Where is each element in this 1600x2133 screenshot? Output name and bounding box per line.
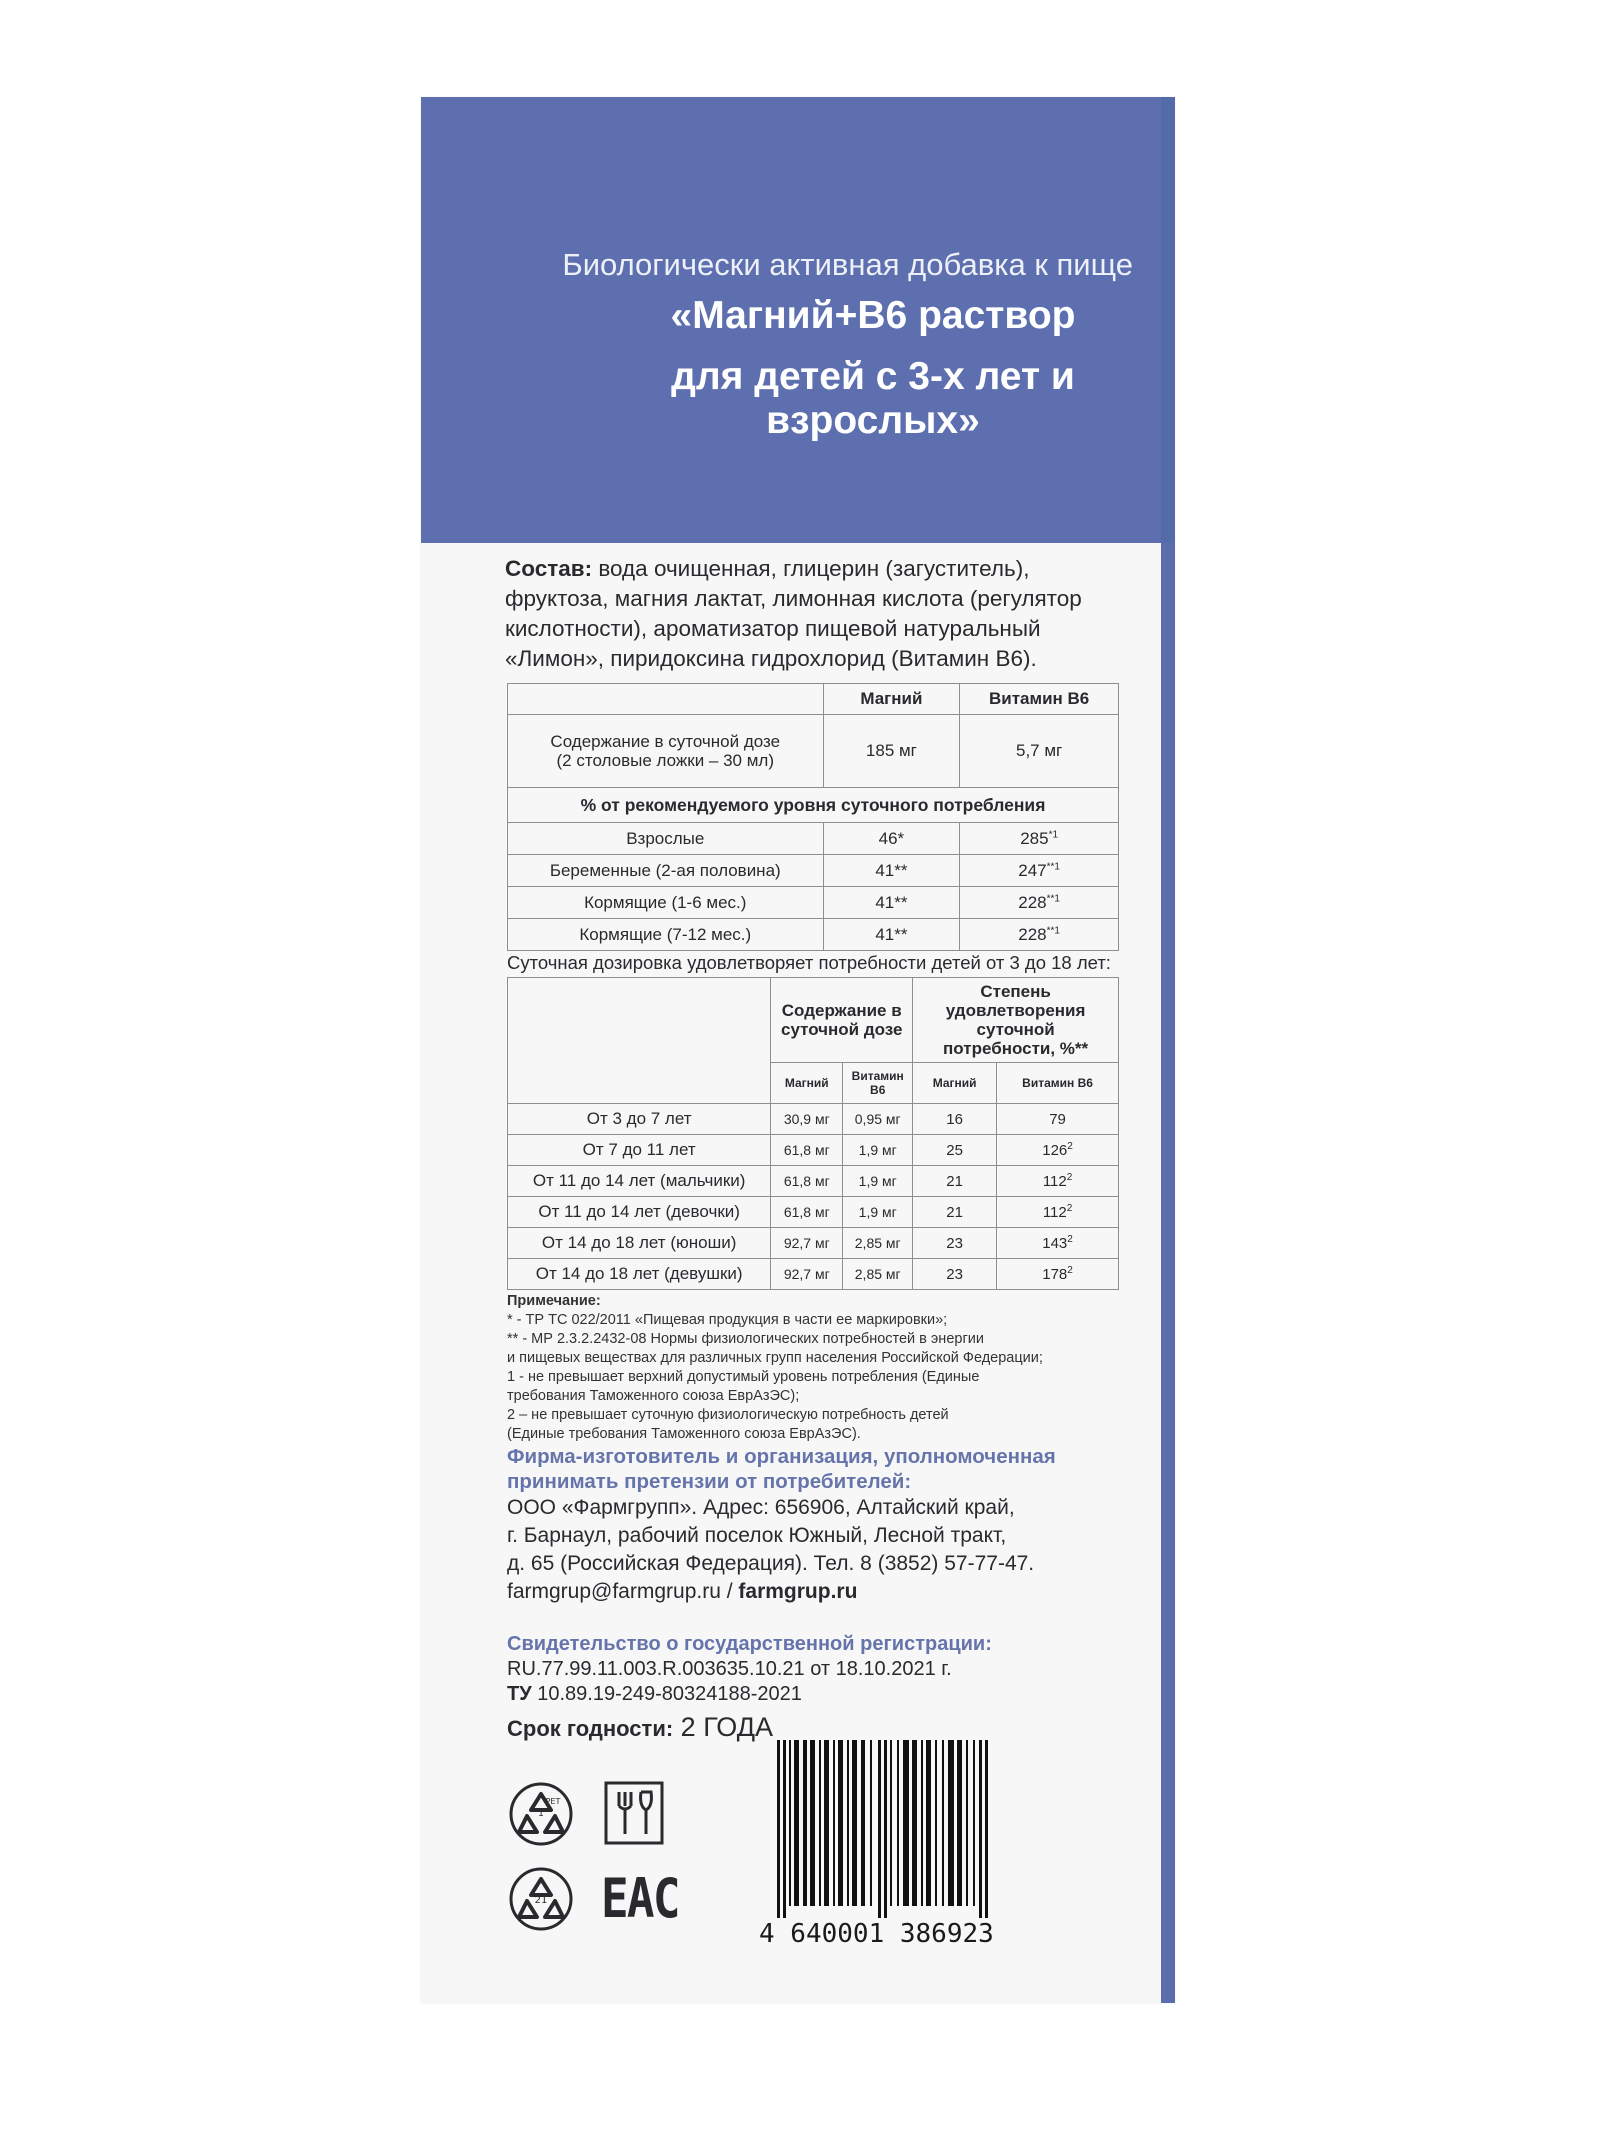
- barcode-bar: [921, 1740, 923, 1906]
- header-band: [421, 97, 1175, 543]
- barcode-bar: [973, 1740, 975, 1906]
- barcode-bar: [819, 1740, 821, 1906]
- nutrition-table: [507, 683, 1119, 951]
- row-b6: [960, 919, 1119, 951]
- empty-header: [508, 684, 824, 715]
- kids-pb6-sup: 2: [1066, 1203, 1073, 1214]
- side-edge: [1161, 543, 1175, 2003]
- barcode-bar: [884, 1740, 887, 1918]
- barcode-bar: [926, 1740, 931, 1906]
- kids-mg: 61,8 мг: [771, 1197, 843, 1228]
- row-b6: [960, 855, 1119, 887]
- kids-pb6-value: 143: [1042, 1235, 1068, 1252]
- kids-intro: Суточная дозировка удовлетворяет потребности детей от 3 до 18 лет:: [507, 952, 1111, 973]
- nutrition-row: [508, 887, 1119, 919]
- barcode-bar: [957, 1740, 962, 1906]
- kids-label: От 3 до 7 лет: [508, 1104, 771, 1135]
- kids-mg: 92,7 мг: [771, 1228, 843, 1259]
- row-label: Кормящие (1-6 мес.): [508, 887, 824, 919]
- barcode-bar: [847, 1740, 849, 1906]
- package-panel: [421, 97, 1175, 2003]
- tu-line: [507, 1682, 1127, 1707]
- food-contact-icon: [603, 1780, 665, 1846]
- barcode-bar: [942, 1740, 944, 1906]
- kids-pb6-sup: 2: [1067, 1234, 1073, 1245]
- kids-row: [508, 1197, 1119, 1228]
- col-b6: Витамин B6: [960, 684, 1119, 715]
- row-label: Беременные (2-ая половина): [508, 855, 824, 887]
- website: farmgrup.ru: [738, 1580, 858, 1603]
- barcode-bar: [789, 1740, 791, 1906]
- barcode-bar: [912, 1740, 917, 1906]
- barcode-bar: [966, 1740, 968, 1906]
- nutrition-row: [508, 855, 1119, 887]
- kids-label: От 7 до 11 лет: [508, 1135, 771, 1166]
- product-title-line2: для детей с 3-х лет и взрослых»: [671, 355, 1075, 442]
- kids-mg: 61,8 мг: [771, 1166, 843, 1197]
- kids-h-b61: Витамин B6: [843, 1063, 913, 1104]
- kids-pb6-value: 126: [1042, 1142, 1068, 1159]
- note-line: и пищевых веществах для различных групп населения Российской Федерации;: [507, 1350, 1043, 1366]
- kids-pmg: 16: [913, 1104, 997, 1135]
- kids-pb6: [997, 1259, 1119, 1290]
- shelf-life-label: Срок годности:: [507, 1716, 674, 1741]
- barcode-bar: [870, 1740, 872, 1906]
- kids-label: От 11 до 14 лет (мальчики): [508, 1166, 771, 1197]
- kids-row: [508, 1104, 1119, 1135]
- kids-b6: 2,85 мг: [843, 1228, 913, 1259]
- kids-b6: 1,9 мг: [843, 1166, 913, 1197]
- row-b6-sup: **1: [1046, 892, 1060, 904]
- kids-label: От 11 до 14 лет (девочки): [508, 1197, 771, 1228]
- row-b6-value: 247: [1018, 860, 1047, 880]
- kids-pb6: [997, 1197, 1119, 1228]
- barcode-bar: [985, 1740, 988, 1918]
- barcode-bar: [803, 1740, 807, 1906]
- note-line: (Единые требования Таможенного союза ЕврАзЭС).: [507, 1426, 861, 1442]
- kids-empty-header: [508, 978, 771, 1104]
- row-mg: 41**: [823, 855, 960, 887]
- barcode-bar: [810, 1740, 815, 1906]
- kids-pb6-sup: 2: [1067, 1265, 1073, 1276]
- kids-b6: 1,9 мг: [843, 1135, 913, 1166]
- barcode-bar: [838, 1740, 843, 1906]
- recycle-21-icon: [509, 1867, 573, 1931]
- row-mg: 41**: [823, 919, 960, 951]
- kids-h-mg2: Магний: [913, 1063, 997, 1104]
- row-b6: [960, 887, 1119, 919]
- barcode: [753, 1740, 1083, 1950]
- kids-pb6: [997, 1135, 1119, 1166]
- row-mg: 46*: [823, 823, 960, 855]
- barcode-bar: [878, 1740, 881, 1918]
- barcode-bar: [935, 1740, 937, 1906]
- section-title: % от рекомендуемого уровня суточного потребления: [508, 788, 1119, 823]
- kids-pb6: [997, 1228, 1119, 1259]
- kids-row: [508, 1135, 1119, 1166]
- nutrition-row: [508, 919, 1119, 951]
- barcode-bar: [794, 1740, 799, 1906]
- barcode-bars: [777, 1740, 988, 1918]
- row-b6-sup: **1: [1046, 924, 1060, 936]
- kids-pmg: 25: [913, 1135, 997, 1166]
- kids-pb6-value: 178: [1042, 1266, 1068, 1283]
- manufacturer-heading: Фирма-изготовитель и организация, уполномоченная принимать претензии от потребителей:: [507, 1445, 1056, 1493]
- barcode-bar: [783, 1740, 786, 1918]
- recycle-pet-icon: [509, 1782, 573, 1846]
- row-label: Кормящие (7-12 мес.): [508, 919, 824, 951]
- address-line: д. 65 (Российская Федерация). Тел. 8 (3852) 57-77-47.: [507, 1552, 1035, 1575]
- kids-pb6: [997, 1166, 1119, 1197]
- registration-number: RU.77.99.11.003.R.003635.10.21 от 18.10.2021 г.: [507, 1658, 952, 1680]
- pet-code: 1: [538, 1809, 544, 1819]
- barcode-bar: [979, 1740, 982, 1918]
- note-line: * - ТР ТС 022/2011 «Пищевая продукция в части ее маркировки»;: [507, 1312, 948, 1328]
- manufacturer-address: [507, 1494, 1127, 1606]
- kids-pb6: [997, 1104, 1119, 1135]
- row-b6: [960, 823, 1119, 855]
- dose-b6: 5,7 мг: [960, 715, 1119, 788]
- product-subtitle: Биологически активная добавка к пище: [562, 247, 1133, 282]
- dose-mg: 185 мг: [823, 715, 960, 788]
- composition-label: Состав:: [505, 556, 593, 581]
- barcode-digits: 4 640001 386923: [759, 1919, 994, 1949]
- shelf-life: [507, 1712, 773, 1743]
- row-mg: 41**: [823, 887, 960, 919]
- kids-label: От 14 до 18 лет (юноши): [508, 1228, 771, 1259]
- kids-pb6-value: 112: [1042, 1173, 1067, 1190]
- row-b6-value: 228: [1018, 892, 1047, 912]
- kids-b6: 1,9 мг: [843, 1197, 913, 1228]
- manufacturer: [507, 1444, 1127, 1606]
- barcode-bar: [852, 1740, 857, 1906]
- tu-value: 10.89.19-249-80324188-2021: [531, 1683, 802, 1705]
- kids-b6: 0,95 мг: [843, 1104, 913, 1135]
- row-b6-sup: **1: [1046, 860, 1060, 872]
- tu-label: ТУ: [507, 1683, 532, 1705]
- kids-h-degree: Степень удовлетворения суточной потребности, %**: [913, 978, 1119, 1063]
- col-magnesium: Магний: [823, 684, 960, 715]
- barcode-bar: [833, 1740, 835, 1906]
- row-b6-value: 228: [1018, 924, 1047, 944]
- kids-h-content: Содержание в суточной дозе: [771, 978, 913, 1063]
- kids-row: [508, 1228, 1119, 1259]
- registration: [507, 1632, 1127, 1707]
- kids-b6: 2,85 мг: [843, 1259, 913, 1290]
- nutrition-row: [508, 823, 1119, 855]
- note-line: 1 - не превышает верхний допустимый уровень потребления (Единые: [507, 1369, 980, 1385]
- row-label: Взрослые: [508, 823, 824, 855]
- email: farmgrup@farmgrup.ru: [507, 1580, 721, 1603]
- separator: /: [720, 1580, 739, 1603]
- kids-pb6-value: 112: [1042, 1204, 1067, 1221]
- composition-text: вода очищенная, глицерин (загуститель), фруктоза, магния лактат, лимонная кислота (регулятор кислотности), ароматизатор пищевой натуральный «Лимон», пиридоксина гидрохлорид (Витамин B6).: [505, 556, 1082, 671]
- dose-label: Содержание в суточной дозе (2 столовые ложки – 30 мл): [508, 715, 824, 788]
- barcode-bar: [824, 1740, 829, 1906]
- pet-label: PET: [545, 1797, 561, 1806]
- address-line: г. Барнаул, рабочий поселок Южный, Лесной тракт,: [507, 1524, 1007, 1547]
- barcode-bar: [897, 1740, 899, 1906]
- barcode-bar: [903, 1740, 909, 1906]
- barcode-bar: [948, 1740, 954, 1906]
- kids-h-mg1: Магний: [771, 1063, 843, 1104]
- pp-code: 21: [534, 1895, 548, 1906]
- kids-h-b62: Витамин B6: [997, 1063, 1119, 1104]
- kids-mg: 30,9 мг: [771, 1104, 843, 1135]
- kids-pb6-value: 79: [1049, 1111, 1066, 1128]
- shelf-life-value: 2 ГОДА: [673, 1712, 773, 1742]
- row-b6-sup: *1: [1048, 828, 1059, 840]
- address-line: ООО «Фармгрупп». Адрес: 656906, Алтайский край,: [507, 1496, 1015, 1519]
- barcode-bar: [777, 1740, 780, 1918]
- kids-mg: 92,7 мг: [771, 1259, 843, 1290]
- contact-line: [507, 1578, 1127, 1606]
- kids-pmg: 23: [913, 1259, 997, 1290]
- kids-pmg: 23: [913, 1228, 997, 1259]
- note-line: ** - МР 2.3.2.2432-08 Нормы физиологических потребностей в энергии: [507, 1331, 984, 1347]
- eac-mark: EAC: [601, 1867, 679, 1930]
- kids-pb6-sup: 2: [1066, 1172, 1073, 1183]
- kids-label: От 14 до 18 лет (девушки): [508, 1259, 771, 1290]
- kids-mg: 61,8 мг: [771, 1135, 843, 1166]
- notes: [507, 1292, 1127, 1444]
- barcode-bar: [861, 1740, 865, 1906]
- composition: [505, 554, 1105, 674]
- note-line: 2 – не превышает суточную физиологическую потребность детей: [507, 1407, 949, 1423]
- row-b6-value: 285: [1020, 828, 1049, 848]
- product-title-line1: «Магний+B6 раствор: [670, 294, 1076, 337]
- notes-title: Примечание:: [507, 1293, 601, 1309]
- kids-pmg: 21: [913, 1166, 997, 1197]
- kids-pmg: 21: [913, 1197, 997, 1228]
- kids-row: [508, 1259, 1119, 1290]
- registration-heading: Свидетельство о государственной регистрации:: [507, 1633, 992, 1655]
- kids-row: [508, 1166, 1119, 1197]
- kids-pb6-sup: 2: [1067, 1141, 1073, 1152]
- note-line: требования Таможенного союза ЕврАзЭС);: [507, 1388, 800, 1404]
- barcode-bar: [890, 1740, 892, 1906]
- kids-table: [507, 977, 1119, 1290]
